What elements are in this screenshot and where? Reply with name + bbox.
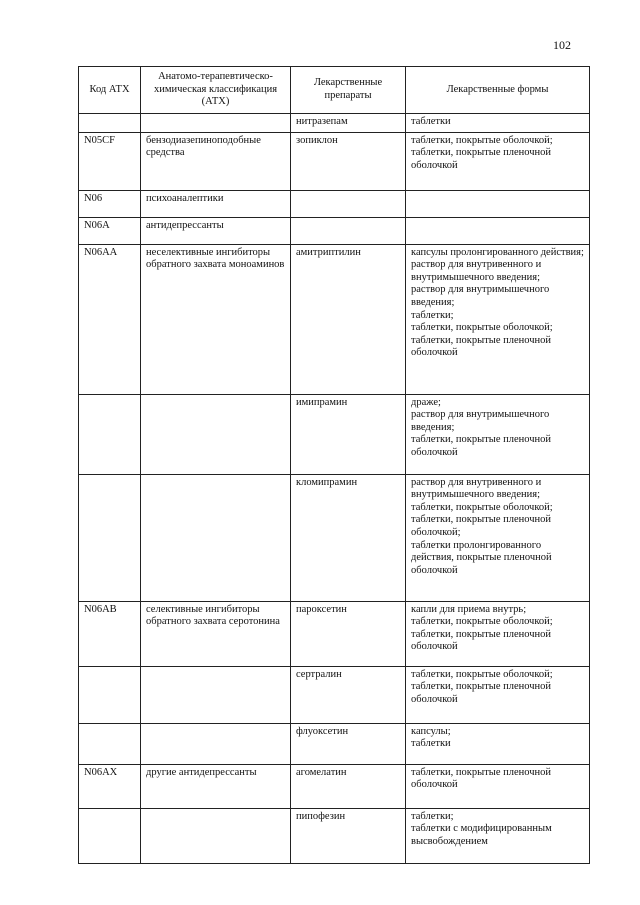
cell-forms: таблетки, покрытые пленочной оболочкой	[406, 764, 590, 808]
table-row	[79, 666, 590, 723]
cell-code	[79, 666, 141, 723]
cell-forms: капсулы; таблетки	[406, 723, 590, 764]
cell-classification: антидепрессанты	[141, 217, 291, 244]
cell-forms	[406, 190, 590, 217]
cell-forms: капли для приема внутрь; таблетки, покрытые оболочкой; таблетки, покрытые пленочной оболочкой	[406, 601, 590, 666]
cell-drug: сертралин	[291, 666, 406, 723]
cell-classification: бензодиазепиноподобные средства	[141, 132, 291, 190]
cell-forms: таблетки, покрытые оболочкой; таблетки, покрытые пленочной оболочкой	[406, 132, 590, 190]
cell-drug: имипрамин	[291, 394, 406, 474]
atx-table	[78, 66, 590, 864]
cell-drug: кломипрамин	[291, 474, 406, 601]
cell-code: N06A	[79, 217, 141, 244]
cell-forms: таблетки	[406, 114, 590, 133]
table-row	[79, 244, 590, 394]
cell-drug: нитразепам	[291, 114, 406, 133]
table-row	[79, 723, 590, 764]
table-row	[79, 217, 590, 244]
cell-drug: зопиклон	[291, 132, 406, 190]
cell-drug: агомелатин	[291, 764, 406, 808]
cell-drug: амитриптилин	[291, 244, 406, 394]
cell-code: N06AX	[79, 764, 141, 808]
cell-code: N06AA	[79, 244, 141, 394]
table-row	[79, 132, 590, 190]
cell-classification: другие антидепрессанты	[141, 764, 291, 808]
cell-code: N06	[79, 190, 141, 217]
table-row	[79, 601, 590, 666]
page-number: 102	[553, 38, 571, 52]
header-code: Код АТХ	[79, 67, 141, 114]
cell-classification	[141, 114, 291, 133]
table-row	[79, 764, 590, 808]
cell-drug: пипофезин	[291, 808, 406, 863]
header-classification: Анатомо-терапевтическо-химическая классификация (АТХ)	[141, 67, 291, 114]
table-row	[79, 394, 590, 474]
cell-forms: таблетки, покрытые оболочкой; таблетки, покрытые пленочной оболочкой	[406, 666, 590, 723]
cell-code	[79, 394, 141, 474]
cell-forms: драже; раствор для внутримышечного введения; таблетки, покрытые пленочной оболочкой	[406, 394, 590, 474]
cell-classification: селективные ингибиторы обратного захвата серотонина	[141, 601, 291, 666]
cell-forms: таблетки; таблетки с модифицированным высвобождением	[406, 808, 590, 863]
table-row	[79, 114, 590, 133]
cell-classification	[141, 394, 291, 474]
header-drugs: Лекарственные препараты	[291, 67, 406, 114]
cell-drug: флуоксетин	[291, 723, 406, 764]
cell-classification	[141, 723, 291, 764]
cell-classification	[141, 474, 291, 601]
cell-forms	[406, 217, 590, 244]
table-row	[79, 474, 590, 601]
cell-forms: раствор для внутривенного и внутримышечного введения; таблетки, покрытые оболочкой; таблетки, покрытые пленочной оболочкой; таблетки пролонгированного действия, покрытые пленочной оболочкой	[406, 474, 590, 601]
cell-code	[79, 474, 141, 601]
cell-code	[79, 723, 141, 764]
cell-drug: пароксетин	[291, 601, 406, 666]
cell-code: N05CF	[79, 132, 141, 190]
cell-drug	[291, 190, 406, 217]
cell-code: N06AB	[79, 601, 141, 666]
cell-classification: психоаналептики	[141, 190, 291, 217]
cell-classification: неселективные ингибиторы обратного захвата моноаминов	[141, 244, 291, 394]
header-forms: Лекарственные формы	[406, 67, 590, 114]
cell-code	[79, 114, 141, 133]
cell-forms: капсулы пролонгированного действия; раствор для внутривенного и внутримышечного введения; раствор для внутримышечного введения; таблетки; таблетки, покрытые оболочкой; таблетки, покрытые пленочной оболочкой	[406, 244, 590, 394]
table-row	[79, 808, 590, 863]
table-row	[79, 190, 590, 217]
cell-classification	[141, 666, 291, 723]
table-header-row	[79, 67, 590, 114]
cell-code	[79, 808, 141, 863]
cell-drug	[291, 217, 406, 244]
cell-classification	[141, 808, 291, 863]
